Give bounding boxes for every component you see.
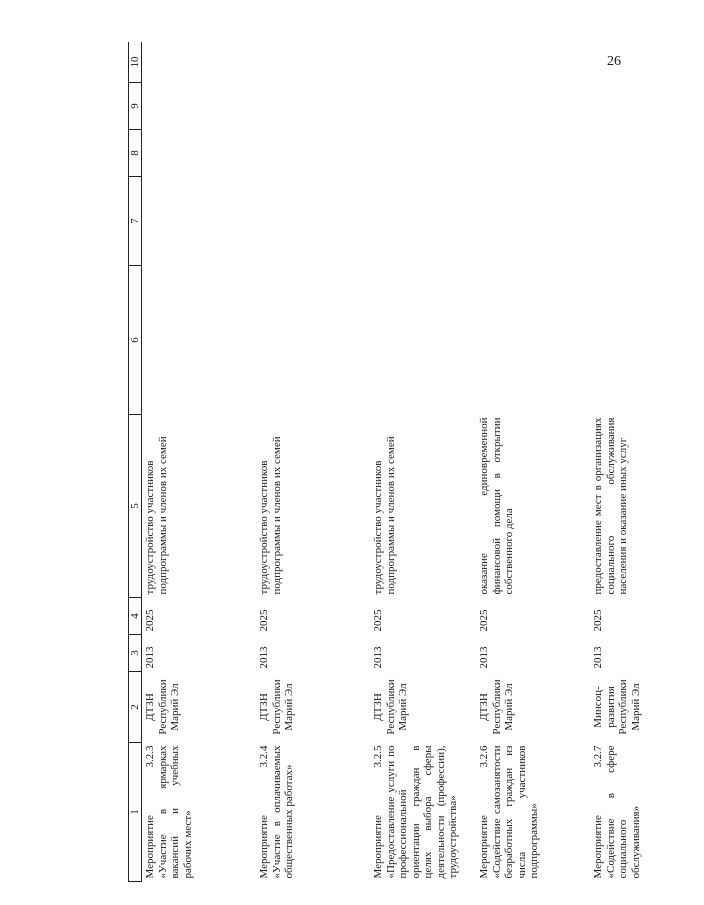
measure-cell: Мероприятие 3.2.3 «Участие в ярмарках вакансий и учебных рабочих мест» [144,745,194,879]
start-year-cell: 2013 [478,646,490,669]
rotated-table-container [128,52,642,882]
executor-cell: ДТЗН Республики Марий Эл [258,679,295,735]
table-row [142,42,257,882]
column-header-4: 4 [129,598,142,635]
column-header-2: 2 [129,672,142,743]
page-number: 26 [607,54,621,69]
program-measures-table [128,42,704,882]
measure-cell: Мероприятие 3.2.7 «Содействие в сфере социального обслуживания» [592,745,642,879]
start-year-cell: 2013 [592,646,604,669]
column-header-10: 10 [129,42,142,83]
table-row [370,42,476,882]
result-cell: трудоустройство участников подпрограммы и членов их семей [372,436,397,595]
column-header-3: 3 [129,635,142,672]
executor-cell: ДТЗН Республики Марий Эл [144,679,181,735]
column-header-1: 1 [129,743,142,882]
end-year-cell: 2025 [372,609,384,632]
table-row [256,42,370,882]
column-header-6: 6 [129,266,142,415]
end-year-cell: 2025 [478,609,490,632]
result-cell: оказание единовременной финансовой помощи в открытии собственного дела [478,417,515,595]
start-year-cell: 2013 [258,646,270,669]
start-year-cell: 2013 [372,646,384,669]
result-cell: трудоустройство участников подпрограммы и членов их семей [258,436,283,595]
table-row [476,42,590,882]
column-header-8: 8 [129,130,142,177]
column-header-5: 5 [129,415,142,598]
start-year-cell: 2013 [144,646,156,669]
executor-cell: Минсоц-развития Республики Марий Эл [592,679,642,735]
column-header-7: 7 [129,177,142,266]
end-year-cell: 2025 [592,609,604,632]
column-header-9: 9 [129,83,142,130]
result-cell: предоставление мест в организациях социального обслуживания населения и оказание иных услуг [592,417,629,595]
table-row [590,42,704,882]
end-year-cell: 2025 [144,609,156,632]
end-year-cell: 2025 [258,609,270,632]
executor-cell: ДТЗН Республики Марий Эл [372,679,409,735]
executor-cell: ДТЗН Республики Марий Эл [478,679,515,735]
measure-cell: Мероприятие 3.2.5 «Предоставление услуги по профессиональной ориентации граждан в целях выбора сферы деятельности (профессии), трудоустройства» [372,745,459,879]
result-cell: трудоустройство участников подпрограммы и членов их семей [144,436,169,595]
column-number-row [129,42,142,882]
measure-cell: Мероприятие 3.2.6 «Содействие самозанятости безработных граждан из числа участников подпрограммы» [478,745,540,879]
measure-cell: Мероприятие 3.2.4 «Участие в оплачиваемых общественных работах» [258,745,295,879]
